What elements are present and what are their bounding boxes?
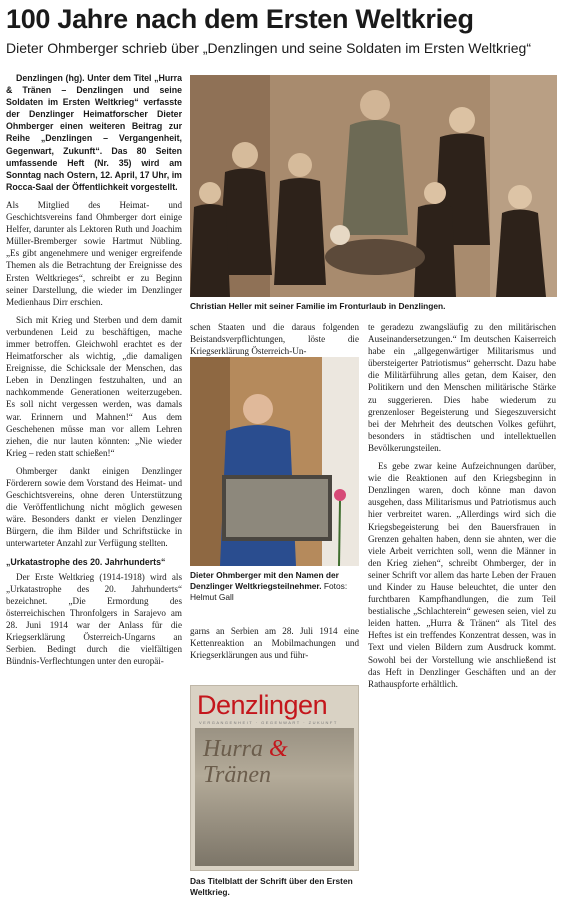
book-title-ampersand: &: [269, 736, 288, 762]
photo-credit: Fotos: Helmut Gall: [190, 581, 348, 602]
book-title-part: Tränen: [203, 762, 272, 788]
cover-caption: Das Titelblatt der Schrift über den Ersten Weltkrieg.: [190, 876, 353, 897]
paragraph: garns an Serbien am 28. Juli 1914 eine Kettenreaktion an Mobilmachungen und Kriegserklärungen aus und führ-: [190, 626, 359, 661]
lead-paragraph: Denzlingen (hg). Unter dem Titel „Hurra & Tränen – Denzlingen und seine Soldaten im Ersten Weltkrieg“ verfasste der Denzlinger Heimatforscher Dieter Ohmberger einen weiteren Beitrag zur Reihe „Denzlingen – Vergangenheit, Gegenwart, Zukunft“. Das 80 Seiten umfassende Heft (Nr. 35) wird am Sonntag nach Ostern, 12. April, 17 Uhr, im Rocca-Saal der Öffentlichkeit vorgestellt.: [6, 73, 182, 192]
cover-subtitle: VERGANGENHEIT · GEGENWART · ZUKUNFT: [199, 720, 338, 725]
cover-title: Denzlingen: [197, 690, 328, 720]
paragraph: Der Erste Weltkrieg (1914-1918) wird als „Urkatastrophe des 20. Jahrhunderts“ bezeichnet. „Die Ermordung des österreichischen Thronfolgers in Sarajevo am 28. Juni 1914 war der Anlass für die Kriegserklärung Österreich-Ungarns an Serbien. Bedingt durch die vielfältigen Bündnis-Verflechtungen unter den europäi-: [6, 571, 182, 667]
paragraph: te geradezu zwangsläufig zu den militärischen Auseinandersetzungen.“ Im deutschen Kaiserreich habe ein „allgegenwärtiger Militarismus und übersteigerter Patriotismus“ geherrscht. Dazu habe die Militärführung alles getan, dem Kaiser, den Politikern und den Menschen militärische Stärke zu suggerieren. Dies habe wiederum zu grenzenloser Begeisterung und Siegeszuversicht bei der Mehrheit des deutschen Volkes geführt, besonders in städtischen und intellektuellen Bevölkerungsteilen.: [368, 322, 556, 453]
paragraph: Als Mitglied des Heimat- und Geschichtsvereins fand Ohmberger dort einige Helfer, darunter als Lektoren Ruth und Joachim Müller-Bremberger sowie Hartmut Nübling. „Es gibt angenehmere und weniger ergreifende Themen als die Betrachtung der Ereignisse des Ersten Weltkrieges“, schreibt er zu Beginn seiner Darstellung, die wieder im Denzlinger Medienhaus Dirr erschien.: [6, 199, 182, 307]
paragraph: Ohmberger dankt einigen Denzlinger Förderern sowie dem Vorstand des Heimat- und Geschichtsvereins, ohne deren Unterstützung die Veröffentlichung nicht möglich gewesen wäre. Besonders dankt er vielen Denzlinger Bürgern, die ihm Bilder und Schriftstücke in unterwarteter Anzahl zur Verfügung stellten.: [6, 465, 182, 549]
section-subheading: „Urkatastrophe des 20. Jahrhunderts“: [6, 556, 166, 567]
article-column-2-top: [190, 321, 359, 357]
booklet-cover: [190, 685, 359, 871]
article-column-2-bottom: [190, 625, 359, 665]
portrait-photo: [190, 357, 359, 566]
paragraph: Es gebe zwar keine Aufzeichnungen darüber, wie die Reaktionen auf den Kriegsbeginn in Denzlingen waren, doch könne man davon ausgehen, dass Militarismus und Patriotismus auch hier verbreitet waren. „Allerdings wird sich die Kriegsbegeisterung bei den Bauersfrauen in Grenzen gehalten haben, denn sie ahnten, wer die viele Arbeit verrichten soll, wenn die Männer in den Krieg ziehen“, schreibt Ohmberger, der in seiner Schrift vor allem das harte Leben der Frauen und Kinder zu Hause beleuchtet, die unter den furchtbaren Kampfhandlungen, die zum Teil bestialische „Schlachterein“ gewesen seien, viel zu leiden hatten. „Hurra & Tränen“ als Titel des Heftes ist ein treffendes Konzentrat dessen, was in Text und vielen Bildern zum Ausdruck kommt. Sowohl bei der Vorstellung wie anschließend ist das Heft in Denzlinger Geschäften und an der Rathauspforte erhältlich.: [368, 461, 556, 689]
subheadline: Dieter Ohmberger schrieb über „Denzlingen und seine Soldaten im Ersten Weltkrieg“: [6, 40, 531, 56]
portrait-caption-text: Dieter Ohmberger mit den Namen der Denzlinger Weltkriegsteilnehmer.: [190, 570, 339, 591]
portrait-photo-caption: [190, 570, 359, 603]
family-photo-caption: Christian Heller mit seiner Familie im Fronturlaub in Denzlingen.: [190, 301, 446, 311]
paragraph: schen Staaten und die daraus folgenden Beistandsverpflichtungen, löste die Kriegserklärung Österreich-Un-: [190, 322, 359, 357]
family-photo: [190, 75, 557, 297]
cover-book-title: [203, 736, 354, 788]
headline: 100 Jahre nach dem Ersten Weltkrieg: [6, 4, 474, 34]
article-column-1: [6, 72, 182, 917]
article-column-3: [368, 321, 556, 917]
book-title-part: Hurra: [203, 736, 264, 762]
paragraph: Sich mit Krieg und Sterben und dem damit verbundenen Leid zu beschäftigen, mache immer betroffen. Gleichwohl erachtet es der Heimatforscher als wichtig, „die damaligen Ereignisse, die Schicksale der Menschen, das Leben in Denzlingen festzuhalten, und an nachkommende Generationen weiterzugeben. Es soll nicht vergessen werden, was damals war. Erinnern und Mahnen!“ Aus dem Geschehenen müsse man vor allem Lehren ziehen, die nur lauten könnten: „Nie wieder Krieg – reden statt schießen!“: [6, 314, 182, 458]
cover-image: [195, 728, 354, 866]
